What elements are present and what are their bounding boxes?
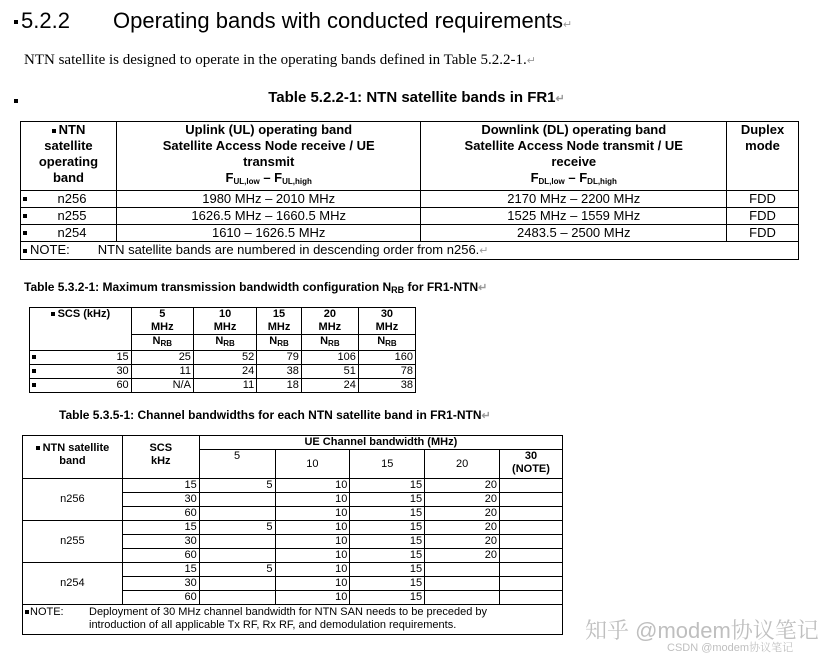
paragraph-mark-icon: ↵ (563, 19, 573, 31)
section-number: 5.2.2 (21, 8, 70, 33)
paragraph-mark-icon: ↵ (526, 55, 536, 67)
table-row: 30 10 15 20 (23, 493, 563, 507)
uplink-header: Uplink (UL) operating band Satellite Access Node receive / UE transmit $F_{UL,low} - F_{UL,high}$ (116, 122, 421, 191)
table3-caption: Table 5.3.5-1: Channel bandwidths for each NTN satellite band in FR1-NTN↵ (59, 408, 491, 422)
table-row: 30 10 15 20 (23, 535, 563, 549)
intro-text: NTN satellite is designed to operate in the operating bands defined in Table 5.2.2-1. (24, 52, 527, 68)
band-header: NTN satellite operating band (21, 122, 117, 191)
table-row: 60 10 15 20 (23, 549, 563, 563)
table-row: 30 11 24 38 51 78 (30, 365, 416, 379)
table-header-row (21, 122, 799, 191)
table-row: n255 15 5 10 15 20 (23, 521, 563, 535)
table1-caption-text: Table 5.2.2-1: NTN satellite bands in FR1 (268, 89, 556, 106)
duplex-header: Duplex mode (727, 122, 799, 191)
bullet-icon (14, 20, 18, 24)
table-row: 30 10 15 (23, 577, 563, 591)
table-row: n256 1980 MHz – 2010 MHz 2170 MHz – 2200 MHz FDD (21, 191, 799, 208)
table-header-row: 5 10 15 20 30 (NOTE) (23, 450, 563, 479)
section-heading (14, 8, 572, 34)
table-row: 60 10 15 (23, 591, 563, 605)
table-header-row: SCS (kHz) 5 MHz 10 MHz 15 MHz 20 MHz 30 MHz (30, 308, 416, 335)
intro-paragraph (24, 52, 536, 69)
section-title: Operating bands with conducted requirements (113, 8, 564, 33)
table-note-row: NOTE: NTN satellite bands are numbered in descending order from n256.↵ (21, 242, 799, 260)
table-row: n256 15 5 10 15 20 (23, 479, 563, 493)
nrb-table (29, 307, 416, 393)
table-row: n254 1610 – 1626.5 MHz 2483.5 – 2500 MHz FDD (21, 225, 799, 242)
table-row: 60 10 15 20 (23, 507, 563, 521)
table-header-row: $N_{RB}$ $N_{RB}$ $N_{RB}$ $N_{RB}$ $N_{RB}$ (30, 335, 416, 351)
downlink-header: Downlink (DL) operating band Satellite Access Node transmit / UE receive $F_{DL,low} - F_{DL,high}$ (421, 122, 727, 191)
table-header-row: NTN satellite band SCS kHz UE Channel bandwidth (MHz) (23, 436, 563, 450)
table1-caption (0, 89, 833, 106)
table2-caption: Table 5.3.2-1: Maximum transmission bandwidth configuration $N_{RB}$ for FR1-NTN↵ (24, 280, 488, 295)
table-row: 60 N/A 11 18 24 38 (30, 379, 416, 393)
watermark-csdn: CSDN @modem协议笔记 (667, 642, 794, 654)
channel-bandwidth-table (22, 435, 563, 635)
watermark-zhihu: 知乎 @modem协议笔记 (585, 618, 819, 643)
table-row: n254 15 5 10 15 (23, 563, 563, 577)
table-row: n255 1626.5 MHz – 1660.5 MHz 1525 MHz – 1559 MHz FDD (21, 208, 799, 225)
table-note-row: NOTE: Deployment of 30 MHz channel bandwidth for NTN SAN needs to be preceded by introduction of all applicable Tx RF, Rx RF, and demodulation requirements. (23, 605, 563, 635)
paragraph-mark-icon: ↵ (555, 93, 565, 105)
bands-table (20, 121, 799, 260)
table-row: 15 25 52 79 106 160 (30, 351, 416, 365)
